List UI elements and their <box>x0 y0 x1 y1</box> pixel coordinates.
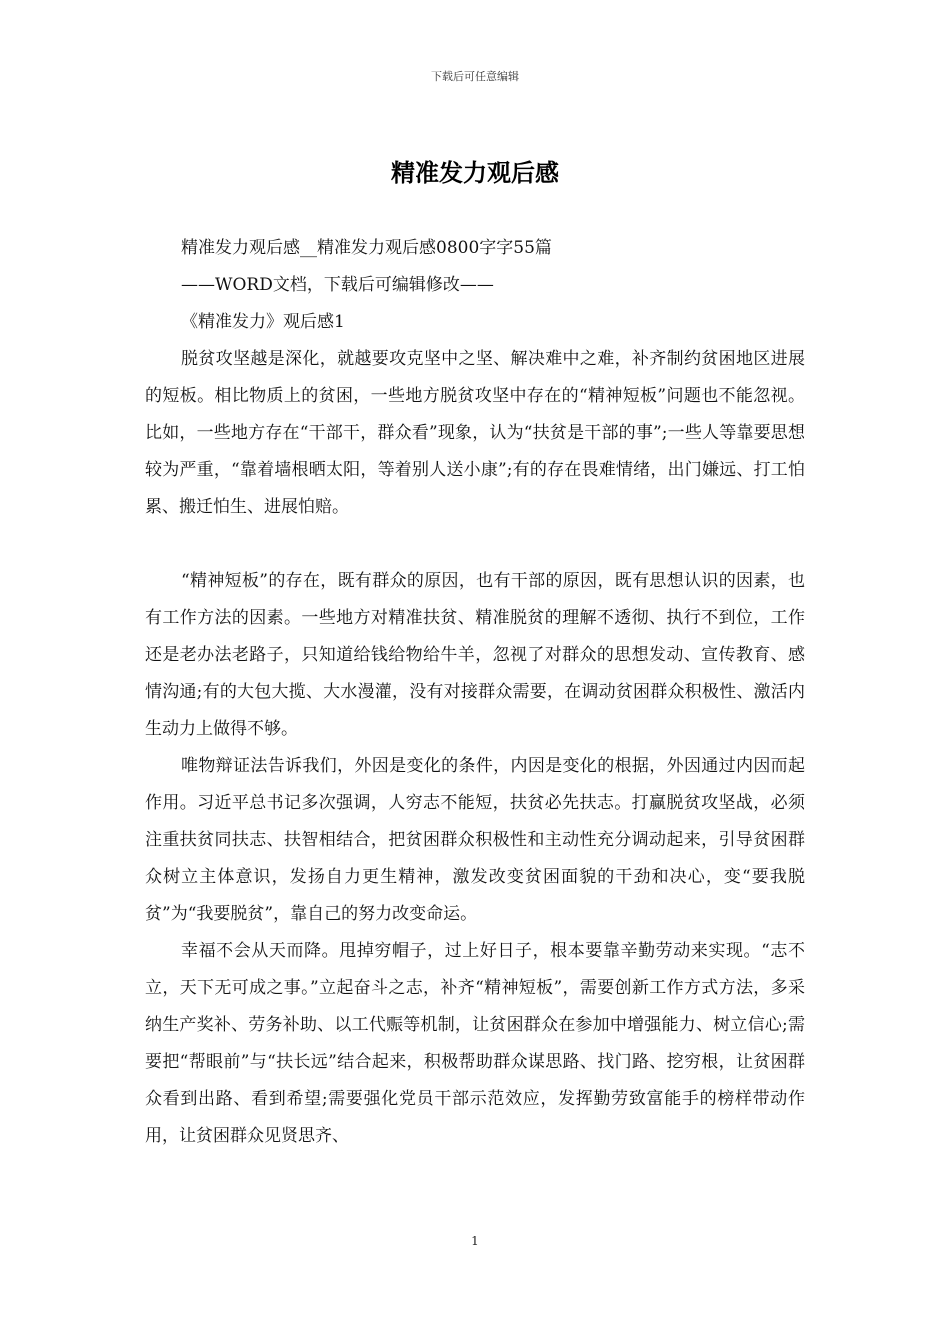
section-heading: 《精准发力》观后感1 <box>181 312 345 332</box>
subtitle-line: 精准发力观后感__精准发力观后感0800字字55篇 <box>181 238 552 258</box>
paragraph-2: “精神短板”的存在，既有群众的原因，也有干部的原因，既有思想认识的因素，也有工作方法的因素。一些地方对精准扶贫、精准脱贫的理解不透彻、执行不到位，工作还是老办法老路子，只知道给钱给物给牛羊，忽视了对群众的思想发动、宣传教育、感情沟通;有的大包大揽、大水漫灌，没有对接群众需要，在调动贫困群众积极性、激活内生动力上做得不够。 <box>145 571 805 739</box>
header-note: 下载后可任意编辑 <box>431 70 519 83</box>
paragraph-4: 幸福不会从天而降。甩掉穷帽子，过上好日子，根本要靠辛勤劳动来实现。“志不立，天下无可成之事。”立起奋斗之志，补齐“精神短板”，需要创新工作方式方法，多采纳生产奖补、劳务补助、以工代赈等机制，让贫困群众在参加中增强能力、树立信心;需要把“帮眼前”与“扶长远”结合起来，积极帮助群众谋思路、找门路、挖穷根，让贫困群众看到出路、看到希望;需要强化党员干部示范效应，发挥勤劳致富能手的榜样带动作用，让贫困群众见贤思齐、 <box>145 941 805 1146</box>
document-body <box>145 230 805 1155</box>
paragraph-1: 脱贫攻坚越是深化，就越要攻克坚中之坚、解决难中之难，补齐制约贫困地区进展的短板。相比物质上的贫困，一些地方脱贫攻坚中存在的“精神短板”问题也不能忽视。比如，一些地方存在“干部干，群众看”现象，认为“扶贫是干部的事”;一些人等靠要思想较为严重，“靠着墙根晒太阳，等着别人送小康”;有的存在畏难情绪，出门嫌远、打工怕累、搬迁怕生、进展怕赔。 <box>145 349 805 517</box>
document-title: 精准发力观后感 <box>391 159 559 187</box>
page-number: 1 <box>471 1234 479 1248</box>
paragraph-gap <box>145 526 805 563</box>
format-line: ——WORD文档，下载后可编辑修改—— <box>181 275 494 295</box>
paragraph-3: 唯物辩证法告诉我们，外因是变化的条件，内因是变化的根据，外因通过内因而起作用。习近平总书记多次强调，人穷志不能短，扶贫必先扶志。打赢脱贫攻坚战，必须注重扶贫同扶志、扶智相结合，把贫困群众积极性和主动性充分调动起来，引导贫困群众树立主体意识，发扬自力更生精神，激发改变贫困面貌的干劲和决心，变“要我脱贫”为“我要脱贫”，靠自己的努力改变命运。 <box>145 756 805 924</box>
